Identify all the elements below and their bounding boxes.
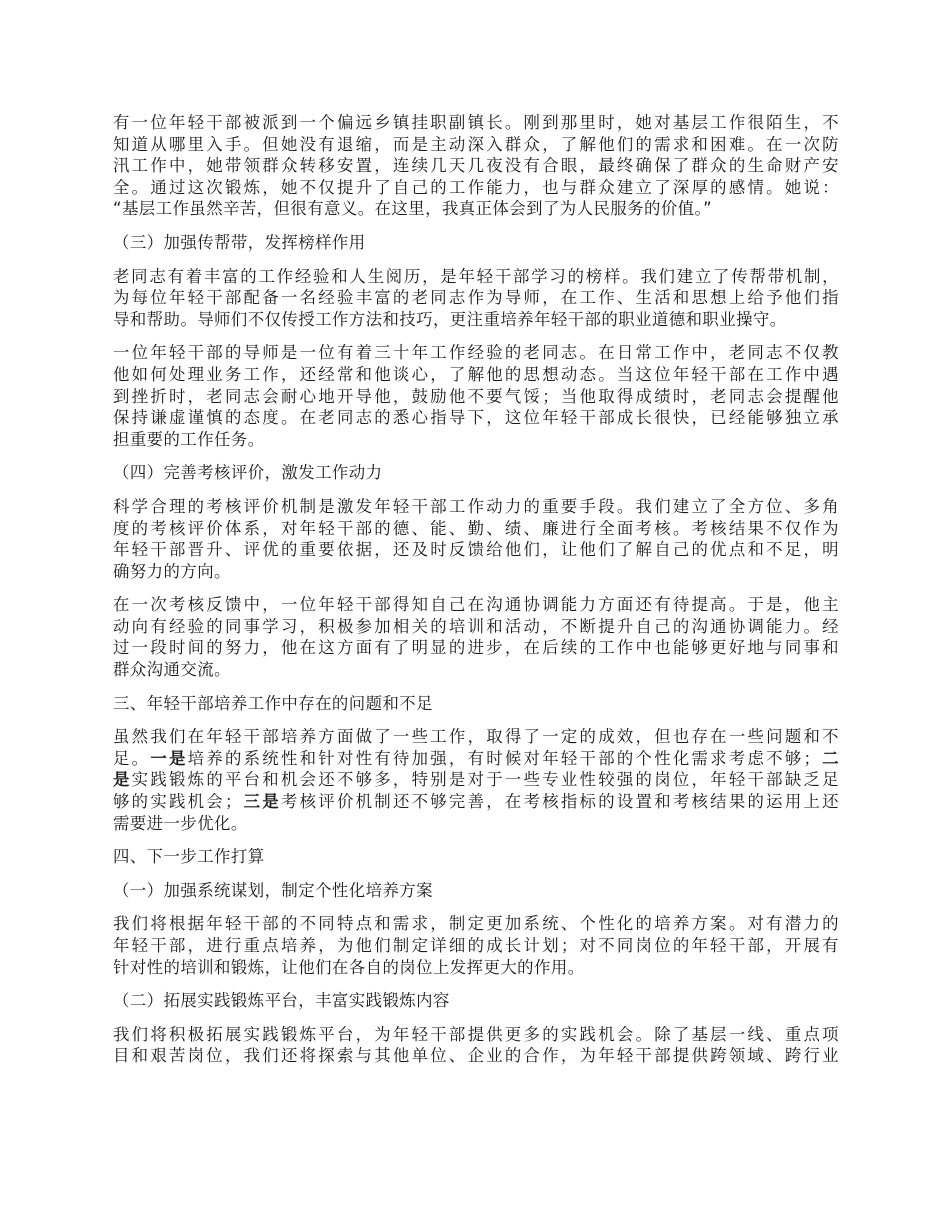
text-run: 虽然我们在年轻干部培养方面做了一些工作，取得了一定的成效，但也存在一些问题和不 — [113, 727, 839, 747]
text-line: 年轻干部晋升、评优的重要依据，还及时反馈给他们，让他们了解自己的优点和不足，明 — [113, 540, 839, 560]
text-line: 汛工作中，她带领群众转移安置，连续几天几夜没有合眼，最终确保了群众的生命财产安 — [113, 156, 839, 176]
text-line: 导和帮助。导师们不仅传授工作方法和技巧，更注重培养年轻干部的职业道德和职业操守。 — [113, 309, 787, 329]
text-run: 足。 — [113, 748, 151, 768]
text-line: 目和艰苦岗位，我们还将探索与其他单位、企业的合作，为年轻干部提供跨领域、跨行业 — [113, 1046, 839, 1066]
text-line — [113, 748, 839, 770]
text-line: 到挫折时，老同志会耐心地开导他，鼓励他不要气馁；当他取得成绩时，老同志会提醒他 — [113, 386, 839, 406]
text-line: 全。通过这次锻炼，她不仅提升了自己的工作能力，也与群众建立了深厚的感情。她说： — [113, 177, 839, 197]
text-line: 动向有经验的同事学习，积极参加相关的培训和活动，不断提升自己的沟通协调能力。经 — [113, 616, 839, 636]
text-run: 考核评价机制还不够完善，在考核指标的设置和考核结果的运用上还 — [280, 792, 839, 812]
body-paragraph — [113, 594, 839, 680]
bold-marker: 二 — [820, 748, 839, 768]
text-line: （二）拓展实践锻炼平台，丰富实践锻炼内容 — [113, 991, 450, 1011]
text-line: 在一次考核反馈中，一位年轻干部得知自己在沟通协调能力方面还有待提高。于是，他主 — [113, 595, 839, 615]
text-line — [113, 791, 839, 813]
body-paragraph — [113, 496, 839, 582]
text-run: 实践锻炼的平台和机会还不够多，特别是对于一些专业性较强的岗位，年轻干部缺乏足 — [131, 770, 839, 790]
text-line: 群众沟通交流。 — [113, 660, 231, 680]
text-line: （四）完善考核评价，激发工作动力 — [113, 463, 383, 483]
text-line: 年轻干部，进行重点培养，为他们制定详细的成长计划；对不同岗位的年轻干部，开展有 — [113, 936, 839, 955]
text-line: 老同志有着丰富的工作经验和人生阅历，是年轻干部学习的榜样。我们建立了传帮带机制， — [113, 266, 839, 286]
text-line: 确努力的方向。 — [113, 561, 231, 581]
text-line: 他如何处理业务工作，还经常和他谈心，了解他的思想动态。当这位年轻干部在工作中遇 — [113, 364, 839, 384]
text-line: 保持谦虚谨慎的态度。在老同志的悉心指导下，这位年轻干部成长很快，已经能够独立承 — [113, 408, 839, 428]
text-line: （一）加强系统谋划，制定个性化培养方案 — [113, 880, 433, 900]
text-run: 需要进一步优化。 — [113, 813, 248, 833]
body-paragraph — [113, 913, 839, 978]
text-line: 我们将根据年轻干部的不同特点和需求，制定更加系统、个性化的培养方案。对有潜力的 — [113, 914, 839, 934]
text-line: 针对性的培训和锻炼，让他们在各自的岗位上发挥更大的作用。 — [113, 957, 585, 977]
text-line: 有一位年轻干部被派到一个偏远乡镇挂职副镇长。刚到那里时，她对基层工作很陌生，不 — [113, 113, 839, 132]
text-line: 我们将积极拓展实践锻炼平台，为年轻干部提供更多的实践机会。除了基层一线、重点项 — [113, 1024, 839, 1044]
text-run: 够的实践机会； — [113, 792, 242, 812]
bold-marker: 三是 — [241, 792, 281, 812]
text-line: 知道从哪里入手。但她没有退缩，而是主动深入群众，了解他们的需求和困难。在一次防 — [113, 134, 839, 154]
text-line — [113, 813, 839, 835]
text-line — [113, 726, 839, 748]
bold-marker: 是 — [113, 770, 132, 790]
text-line: （三）加强传帮带，发挥榜样作用 — [113, 232, 366, 252]
text-line — [113, 769, 839, 791]
section-heading — [113, 693, 839, 715]
section-heading — [113, 880, 839, 902]
text-line: 科学合理的考核评价机制是激发年轻干部工作动力的重要手段。我们建立了全方位、多角 — [113, 496, 839, 516]
text-line: 三、年轻干部培养工作中存在的问题和不足 — [113, 693, 433, 713]
text-line: 为每位年轻干部配备一名经验丰富的老同志作为导师，在工作、生活和思想上给予他们指 — [113, 288, 839, 308]
section-heading — [113, 232, 839, 254]
body-paragraph — [113, 1024, 839, 1067]
text-line: 四、下一步工作打算 — [113, 847, 265, 867]
body-paragraph — [113, 266, 839, 331]
text-line: 担重要的工作任务。 — [113, 429, 265, 449]
document-page — [113, 112, 839, 1079]
text-line: 度的考核评价体系，对年轻干部的德、能、勤、绩、廉进行全面考核。考核结果不仅作为 — [113, 518, 839, 538]
body-paragraph — [113, 342, 839, 450]
section-heading — [113, 990, 839, 1012]
section-heading — [113, 846, 839, 868]
section-heading — [113, 462, 839, 484]
body-paragraph — [113, 112, 839, 220]
text-run: 培养的系统性和针对性有待加强，有时候对年轻干部的个性化需求考虑不够； — [187, 748, 821, 768]
body-paragraph — [113, 726, 839, 834]
text-line: “基层工作虽然辛苦，但很有意义。在这里，我真正体会到了为人民服务的价值。” — [113, 199, 713, 219]
text-line: 一位年轻干部的导师是一位有着三十年工作经验的老同志。在日常工作中，老同志不仅教 — [113, 343, 839, 363]
text-line: 过一段时间的努力，他在这方面有了明显的进步，在后续的工作中也能够更好地与同事和 — [113, 638, 839, 658]
bold-marker: 一是 — [150, 748, 188, 768]
